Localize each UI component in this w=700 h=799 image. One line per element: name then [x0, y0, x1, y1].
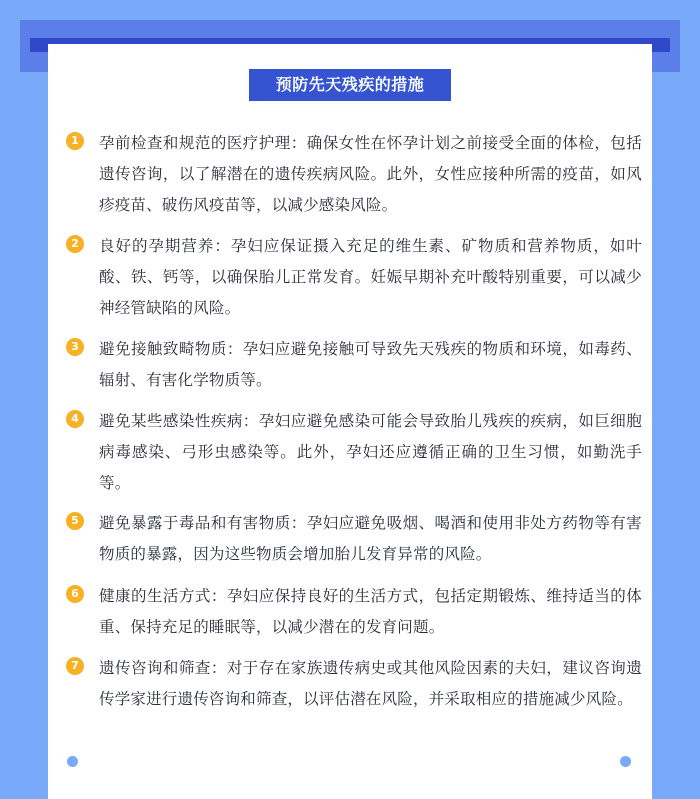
- number-badge: 6: [66, 585, 84, 603]
- item-text: 避免接触致畸物质：孕妇应避免接触可导致先天残疾的物质和环境，如毒药、辐射、有害化学物质等。: [99, 340, 642, 389]
- number-badge: 7: [66, 657, 84, 675]
- item-text: 遗传咨询和筛查：对于存在家族遗传病史或其他风险因素的夫妇，建议咨询遗传学家进行遗传咨询和筛查，以评估潜在风险，并采取相应的措施减少风险。: [99, 659, 642, 708]
- number-badge: 2: [66, 235, 84, 253]
- number-badge: 3: [66, 338, 84, 356]
- item-text: 避免某些感染性疾病：孕妇应避免感染可能会导致胎儿残疾的疾病，如巨细胞病毒感染、弓形虫感染等。此外，孕妇还应遵循正确的卫生习惯，如勤洗手等。: [99, 412, 642, 492]
- item-text: 孕前检查和规范的医疗护理：确保女性在怀孕计划之前接受全面的体检，包括遗传咨询，以了解潜在的遗传疾病风险。此外，女性应接种所需的疫苗，如风疹疫苗、破伤风疫苗等，以减少感染风险。: [99, 134, 642, 214]
- decorative-dot-left: [67, 756, 78, 767]
- number-badge: 4: [66, 410, 84, 428]
- item-text: 避免暴露于毒品和有害物质：孕妇应避免吸烟、喝酒和使用非处方药物等有害物质的暴露，因为这些物质会增加胎儿发育异常的风险。: [99, 514, 642, 563]
- item-text: 健康的生活方式：孕妇应保持良好的生活方式，包括定期锻炼、维持适当的体重、保持充足的睡眠等，以减少潜在的发育问题。: [99, 587, 642, 636]
- item-text: 良好的孕期营养：孕妇应保证摄入充足的维生素、矿物质和营养物质，如叶酸、铁、钙等，以确保胎儿正常发育。妊娠早期补充叶酸特别重要，可以减少神经管缺陷的风险。: [99, 237, 642, 317]
- content-card: [48, 44, 652, 799]
- decorative-dot-right: [620, 756, 631, 767]
- number-badge: 5: [66, 512, 84, 530]
- number-badge: 1: [66, 132, 84, 150]
- page-title: 预防先天残疾的措施: [249, 69, 451, 101]
